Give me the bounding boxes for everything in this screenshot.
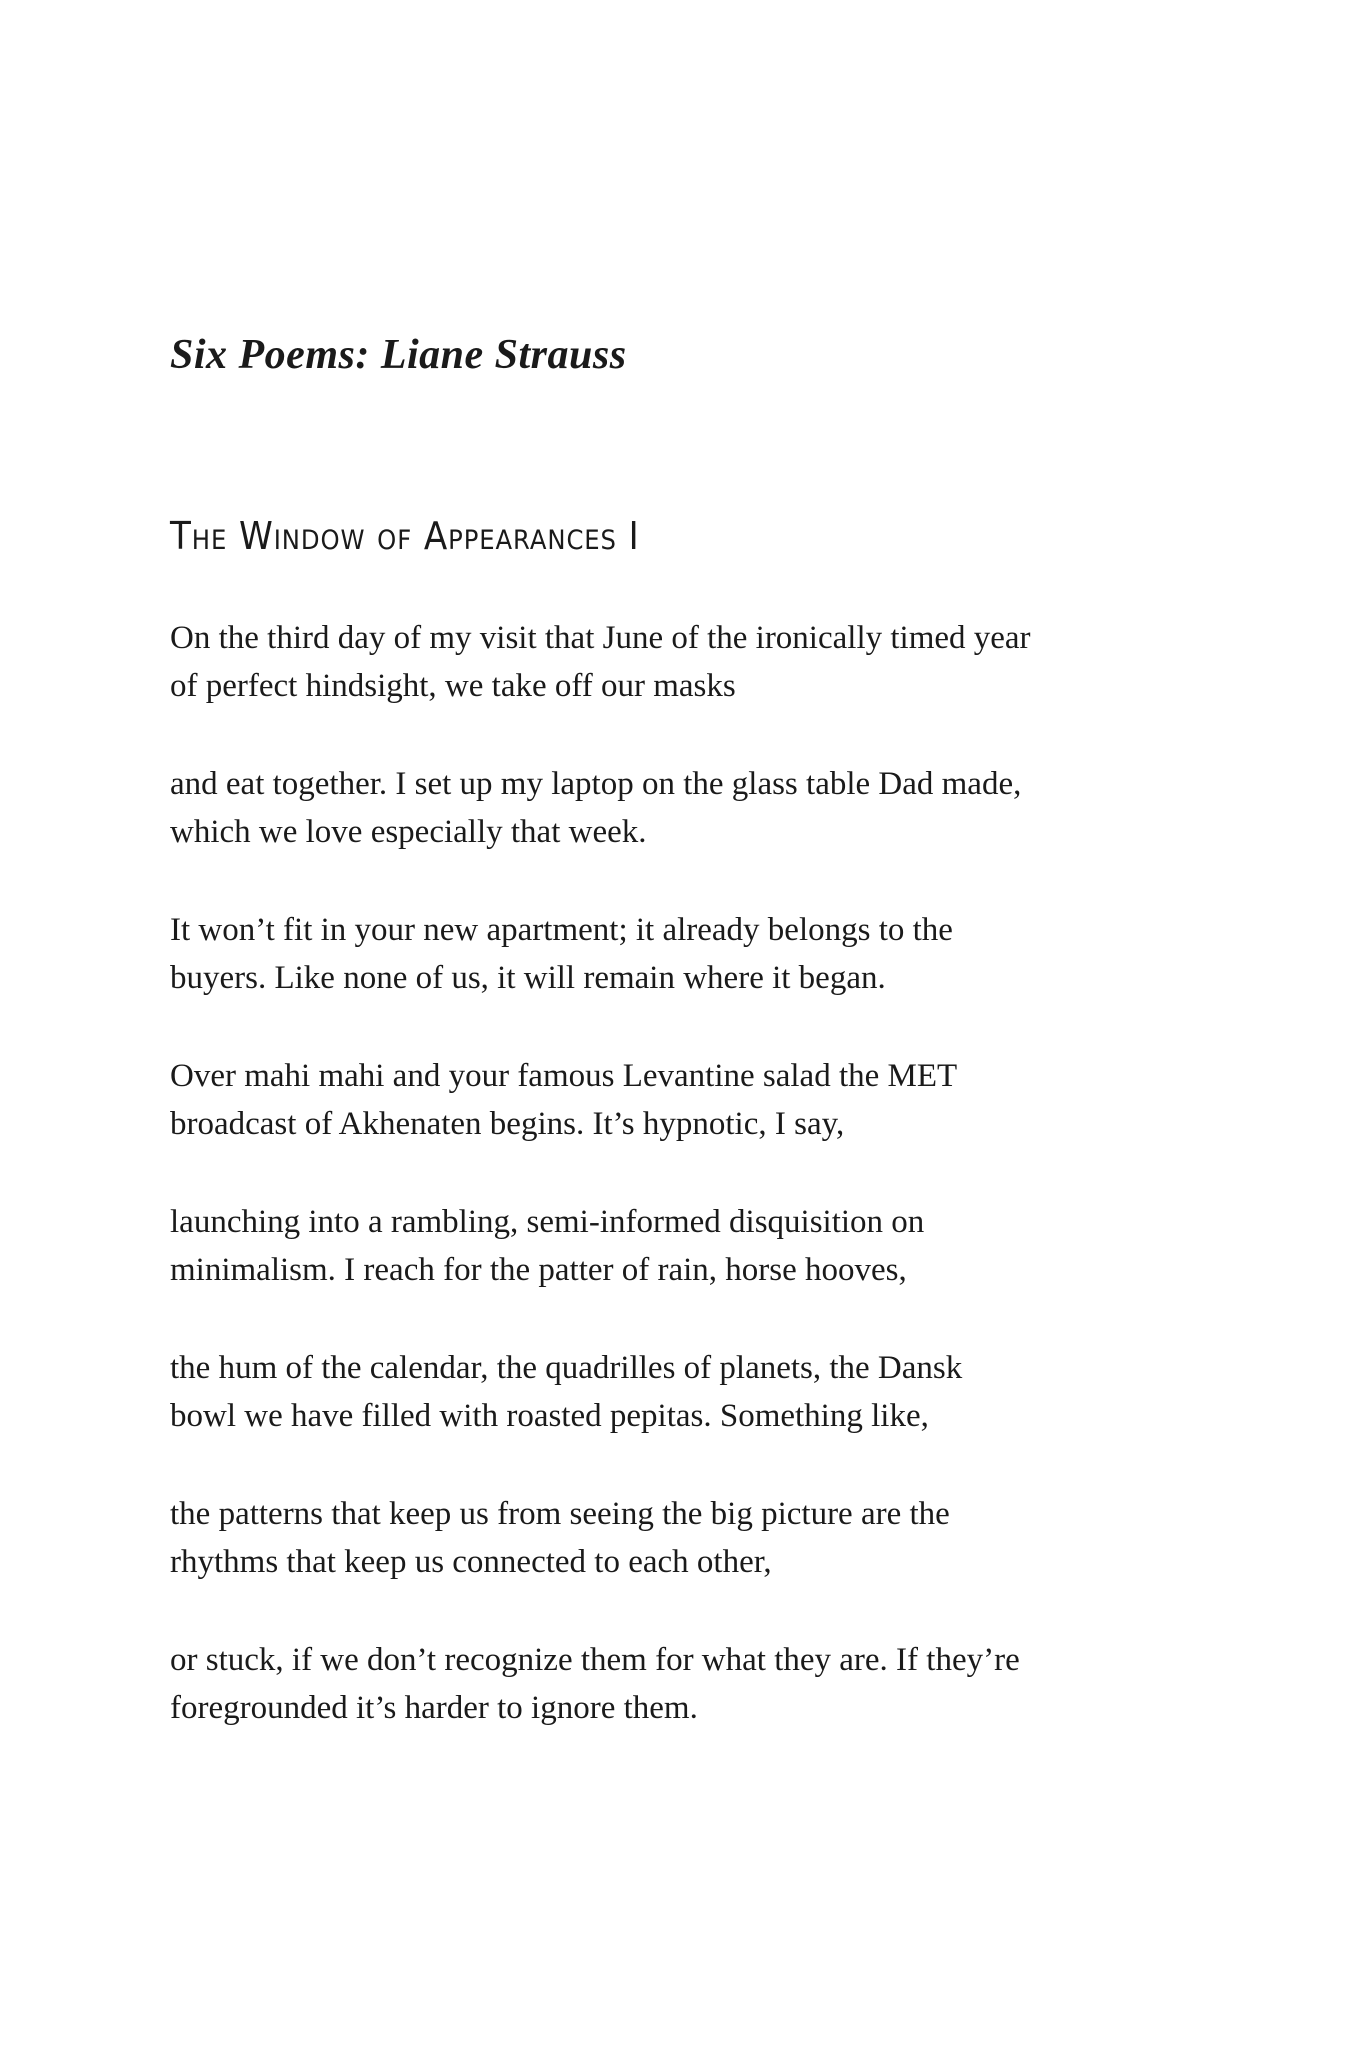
- poem-line: Over mahi mahi and your famous Levantine salad the MET: [170, 1058, 958, 1094]
- poem-line: of perfect hindsight, we take off our masks: [170, 668, 736, 704]
- poem-line: the hum of the calendar, the quadrilles of planets, the Dansk: [170, 1350, 963, 1386]
- poem-line: or stuck, if we don’t recognize them for what they are. If they’re: [170, 1642, 1020, 1678]
- poem-line: which we love especially that week.: [170, 814, 647, 850]
- poem-body: [170, 614, 1190, 1782]
- poem-line: and eat together. I set up my laptop on the glass table Dad made,: [170, 766, 1022, 802]
- stanza: [170, 1052, 1190, 1148]
- poem-line: rhythms that keep us connected to each other,: [170, 1544, 772, 1580]
- poem-line: It won’t fit in your new apartment; it already belongs to the: [170, 912, 953, 948]
- document-page: [170, 0, 1190, 2048]
- stanza: [170, 614, 1190, 710]
- series-title: Six Poems: Liane Strauss: [170, 332, 627, 378]
- stanza: [170, 1198, 1190, 1294]
- poem-line: broadcast of Akhenaten begins. It’s hypnotic, I say,: [170, 1106, 845, 1142]
- poem-title: The Window of Appearances I: [170, 514, 640, 558]
- stanza: [170, 760, 1190, 856]
- poem-line: On the third day of my visit that June of the ironically timed year: [170, 620, 1031, 656]
- poem-line: foregrounded it’s harder to ignore them.: [170, 1690, 698, 1726]
- poem-line: bowl we have filled with roasted pepitas. Something like,: [170, 1398, 929, 1434]
- poem-line: the patterns that keep us from seeing the big picture are the: [170, 1496, 950, 1532]
- poem-line: buyers. Like none of us, it will remain where it began.: [170, 960, 886, 996]
- stanza: [170, 1636, 1190, 1732]
- stanza: [170, 1490, 1190, 1586]
- poem-line: minimalism. I reach for the patter of rain, horse hooves,: [170, 1252, 907, 1288]
- poem-line: launching into a rambling, semi-informed disquisition on: [170, 1204, 925, 1240]
- stanza: [170, 1344, 1190, 1440]
- stanza: [170, 906, 1190, 1002]
